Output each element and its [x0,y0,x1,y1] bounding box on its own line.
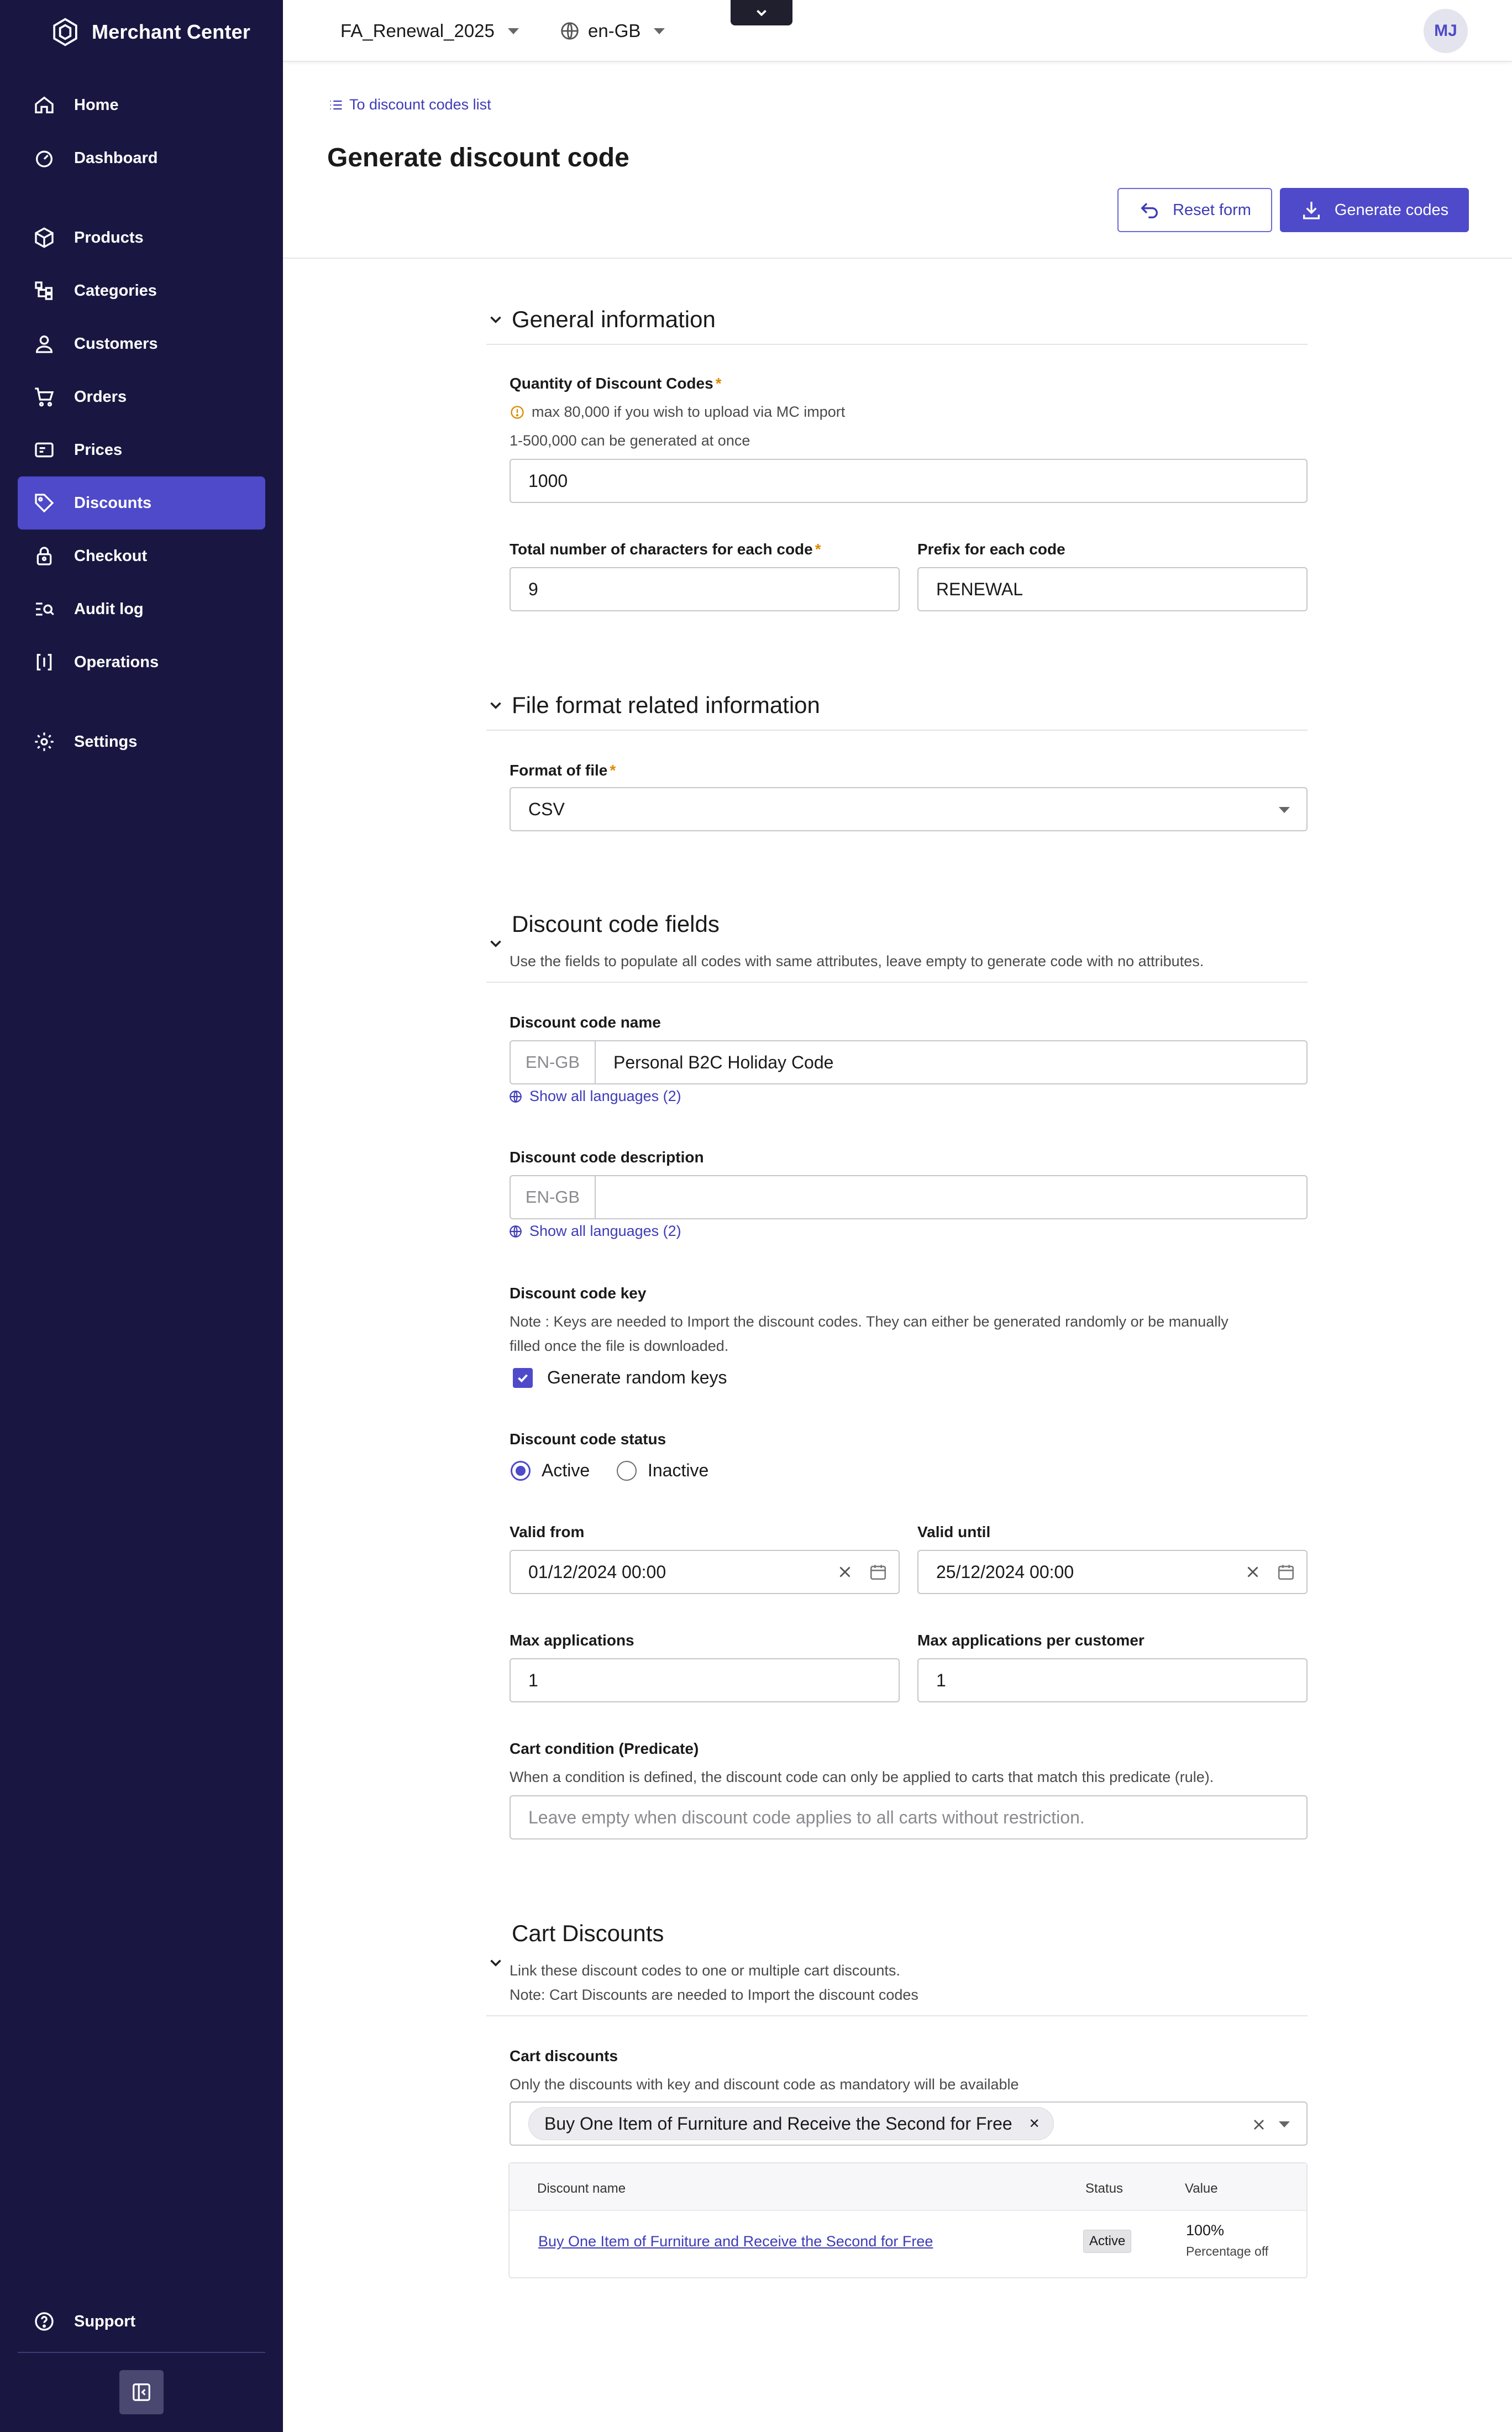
remove-tag-icon[interactable]: ✕ [1028,2116,1040,2131]
lock-icon [33,545,55,567]
divider [486,2015,1308,2016]
categories-icon [33,280,55,302]
sidebar-item-dashboard[interactable] [18,132,265,185]
project-selector[interactable] [340,17,519,45]
max-applications-customer-input[interactable] [917,1658,1308,1702]
status-label: Discount code status [510,1430,666,1448]
code-description-input[interactable] [510,1175,1308,1219]
table-header [510,2163,1306,2211]
page-title: Generate discount code [327,143,629,172]
chevron-down-icon [486,310,505,329]
calendar-icon[interactable] [869,1563,888,1581]
valid-until-label: Valid until [917,1523,991,1540]
divider [486,730,1308,731]
chevron-down-icon [753,4,770,21]
sidebar-item-audit-log[interactable] [18,583,265,636]
user-icon [33,333,55,355]
home-icon [33,94,55,116]
discount-value-type: Percentage off [1186,2244,1269,2258]
format-value: CSV [528,799,565,819]
sidebar-item-home[interactable] [18,78,265,132]
avatar[interactable]: MJ [1424,9,1468,53]
status-active-label: Active [542,1460,590,1480]
valid-from-value: 01/12/2024 00:00 [528,1561,666,1582]
code-key-note-line2: filled once the file is downloaded. [510,1338,729,1354]
sidebar-item-orders[interactable] [18,370,265,423]
cart-icon [33,386,55,408]
fields-subtitle: Use the fields to populate all codes with same attributes, leave empty to generate code with no attributes. [510,953,1204,969]
quantity-label-text: Quantity of Discount Codes [510,375,713,392]
list-icon [328,97,344,113]
selected-discount-tag [528,2107,1054,2140]
collapse-sidebar-button[interactable] [119,2370,164,2414]
sidebar-item-label: Operations [74,653,159,671]
status-active-radio[interactable] [511,1460,590,1481]
status-inactive-radio[interactable] [617,1460,708,1481]
generate-codes-button[interactable] [1280,188,1469,232]
sidebar-item-prices[interactable] [18,423,265,476]
radio-unselected-icon [617,1461,637,1481]
cart-condition-placeholder: Leave empty when discount code applies to all carts without restriction. [528,1807,1085,1827]
reset-form-label: Reset form [1173,201,1251,219]
code-name-input[interactable] [510,1040,1308,1084]
status-inactive-label: Inactive [648,1460,709,1480]
app-brand[interactable] [50,15,250,49]
generate-codes-label: Generate codes [1334,201,1449,219]
generate-random-keys-checkbox[interactable] [513,1367,727,1388]
box-icon [33,227,55,249]
chevron-down-icon [508,28,519,34]
format-label [510,762,616,779]
code-key-note-line1: Note : Keys are needed to Import the discount codes. They can either be generated randomly or be manually [510,1313,1229,1330]
discount-value: 100% [1186,2222,1225,2239]
code-name-value: Personal B2C Holiday Code [613,1052,834,1072]
required-marker: * [715,375,722,392]
cart-discounts-select[interactable] [510,2101,1308,2146]
valid-from-input[interactable] [510,1550,900,1594]
max-applications-customer-value: 1 [936,1670,946,1690]
divider [486,982,1308,983]
undo-icon [1138,199,1161,221]
sidebar-item-customers[interactable] [18,317,265,370]
fields-section-header[interactable] [486,911,1308,937]
show-all-languages-link[interactable] [508,1223,681,1240]
sidebar-item-support[interactable] [18,2295,265,2348]
sidebar-item-label: Settings [74,732,138,751]
valid-until-value: 25/12/2024 00:00 [936,1561,1074,1582]
valid-until-input[interactable] [917,1550,1308,1594]
chevron-down-icon [486,696,505,715]
sidebar-item-label: Categories [74,281,157,300]
sidebar-item-categories[interactable] [18,264,265,317]
sidebar-divider [18,2352,265,2353]
code-name-label: Discount code name [510,1014,661,1031]
chars-input[interactable] [510,567,900,611]
show-all-languages-link[interactable] [508,1088,681,1105]
sidebar-item-settings[interactable] [18,715,265,768]
cart-condition-hint: When a condition is defined, the discount code can only be applied to carts that match this predicate (rule). [510,1769,1214,1785]
back-to-list-link[interactable] [328,96,491,113]
chars-label [510,541,821,558]
required-marker: * [610,762,616,779]
quantity-warning [510,403,845,421]
prefix-value: RENEWAL [936,579,1023,599]
selected-discount-label: Buy One Item of Furniture and Receive the Second for Free [544,2113,1012,2134]
sidebar-item-checkout[interactable] [18,530,265,583]
cart-discounts-table [508,2162,1308,2278]
sidebar-item-label: Home [74,96,119,114]
format-label-text: Format of file [510,762,608,779]
sidebar-item-products[interactable] [18,211,265,264]
code-key-label: Discount code key [510,1285,647,1302]
globe-icon [508,1224,523,1239]
divider [486,344,1308,345]
sidebar-item-label: Support [74,2312,136,2330]
sidebar-item-label: Checkout [74,547,148,565]
chars-label-text: Total number of characters for each code [510,541,813,558]
back-link-label: To discount codes list [349,96,491,113]
section-title: Cart Discounts [512,1920,664,1946]
required-marker: * [815,541,821,558]
language-prefix: EN-GB [511,1041,596,1083]
dashboard-icon [33,147,55,169]
sidebar-item-label: Orders [74,387,127,406]
clear-icon[interactable] [1250,2116,1268,2134]
chevron-down-icon [654,28,665,34]
cart-discounts-field-label: Cart discounts [510,2047,618,2064]
quantity-label [510,375,722,392]
sidebar-item-operations[interactable] [18,636,265,689]
prefix-input[interactable] [917,567,1308,611]
general-section-header[interactable] [486,306,1308,333]
quantity-value: 1000 [528,470,568,491]
section-title: File format related information [512,692,820,718]
logo-icon [50,17,81,48]
gear-icon [33,731,55,753]
valid-from-label: Valid from [510,1523,585,1540]
quantity-warning-text: max 80,000 if you wish to upload via MC import [532,403,846,420]
app-name: Merchant Center [92,20,251,43]
column-header-name: Discount name [537,2181,626,2196]
globe-icon [559,20,580,41]
cart-discounts-section-header[interactable] [486,1920,1308,1947]
section-title: General information [512,306,716,332]
calendar-icon[interactable] [1277,1563,1295,1581]
project-name: FA_Renewal_2025 [340,20,495,41]
sidebar-item-label: Products [74,228,144,247]
cart-discounts-field-hint: Only the discounts with key and discount code as mandatory will be available [510,2076,1019,2093]
generate-random-keys-label: Generate random keys [547,1367,727,1387]
max-applications-value: 1 [528,1670,538,1690]
column-header-status: Status [1085,2181,1124,2196]
max-applications-customer-label: Max applications per customer [917,1632,1144,1649]
operations-icon [33,651,55,673]
section-title: Discount code fields [512,911,720,937]
sidebar-item-label: Audit log [74,600,144,618]
max-applications-input[interactable] [510,1658,900,1702]
locale-selector[interactable] [559,17,665,45]
sidebar [0,0,283,2432]
sidebar-item-discounts[interactable] [18,476,265,530]
quantity-input[interactable] [510,459,1308,503]
chevron-down-icon[interactable] [486,1953,505,1972]
language-prefix: EN-GB [511,1176,596,1218]
locale-value: en-GB [588,20,641,41]
clear-icon[interactable] [1243,1563,1262,1581]
status-badge: Active [1083,2230,1131,2253]
show-all-languages-label: Show all languages (2) [529,1223,681,1239]
max-applications-label: Max applications [510,1632,634,1649]
chars-value: 9 [528,579,538,599]
top-bar [283,0,1512,62]
tag-icon [33,492,55,514]
price-icon [33,439,55,461]
cart-condition-input[interactable] [510,1795,1308,1839]
reset-form-button[interactable] [1117,188,1272,232]
prefix-label: Prefix for each code [917,541,1065,558]
discount-name-link[interactable]: Buy One Item of Furniture and Receive the Second for Free [538,2233,933,2250]
help-icon [33,2310,55,2333]
globe-icon [508,1089,523,1104]
page-header [283,62,1512,259]
format-select[interactable] [510,787,1308,831]
checkmark-icon [513,1368,533,1388]
collapse-icon [131,2382,152,2403]
sidebar-item-label: Discounts [74,494,152,512]
chevron-down-icon[interactable] [486,934,505,953]
dropdown-arrow-icon [1279,807,1290,813]
cart-condition-label: Cart condition (Predicate) [510,1740,699,1757]
code-description-label: Discount code description [510,1149,704,1166]
dropdown-arrow-icon [1279,2121,1290,2127]
show-all-languages-label: Show all languages (2) [529,1088,681,1104]
cart-discounts-subtitle-2: Note: Cart Discounts are needed to Import the discount codes [510,1987,918,2003]
download-icon [1300,199,1322,221]
sidebar-item-label: Dashboard [74,149,158,167]
column-header-value: Value [1185,2181,1218,2196]
cart-discounts-subtitle-1: Link these discount codes to one or multiple cart discounts. [510,1962,900,1979]
sidebar-item-label: Customers [74,334,158,353]
radio-selected-icon [511,1461,531,1481]
clear-icon[interactable] [836,1563,854,1581]
sidebar-item-label: Prices [74,441,123,459]
warning-icon [510,405,525,420]
appbar-toggle-button[interactable] [731,0,792,25]
file-format-section-header[interactable] [486,692,1308,719]
quantity-hint: 1-500,000 can be generated at once [510,432,750,449]
audit-icon [33,598,55,620]
